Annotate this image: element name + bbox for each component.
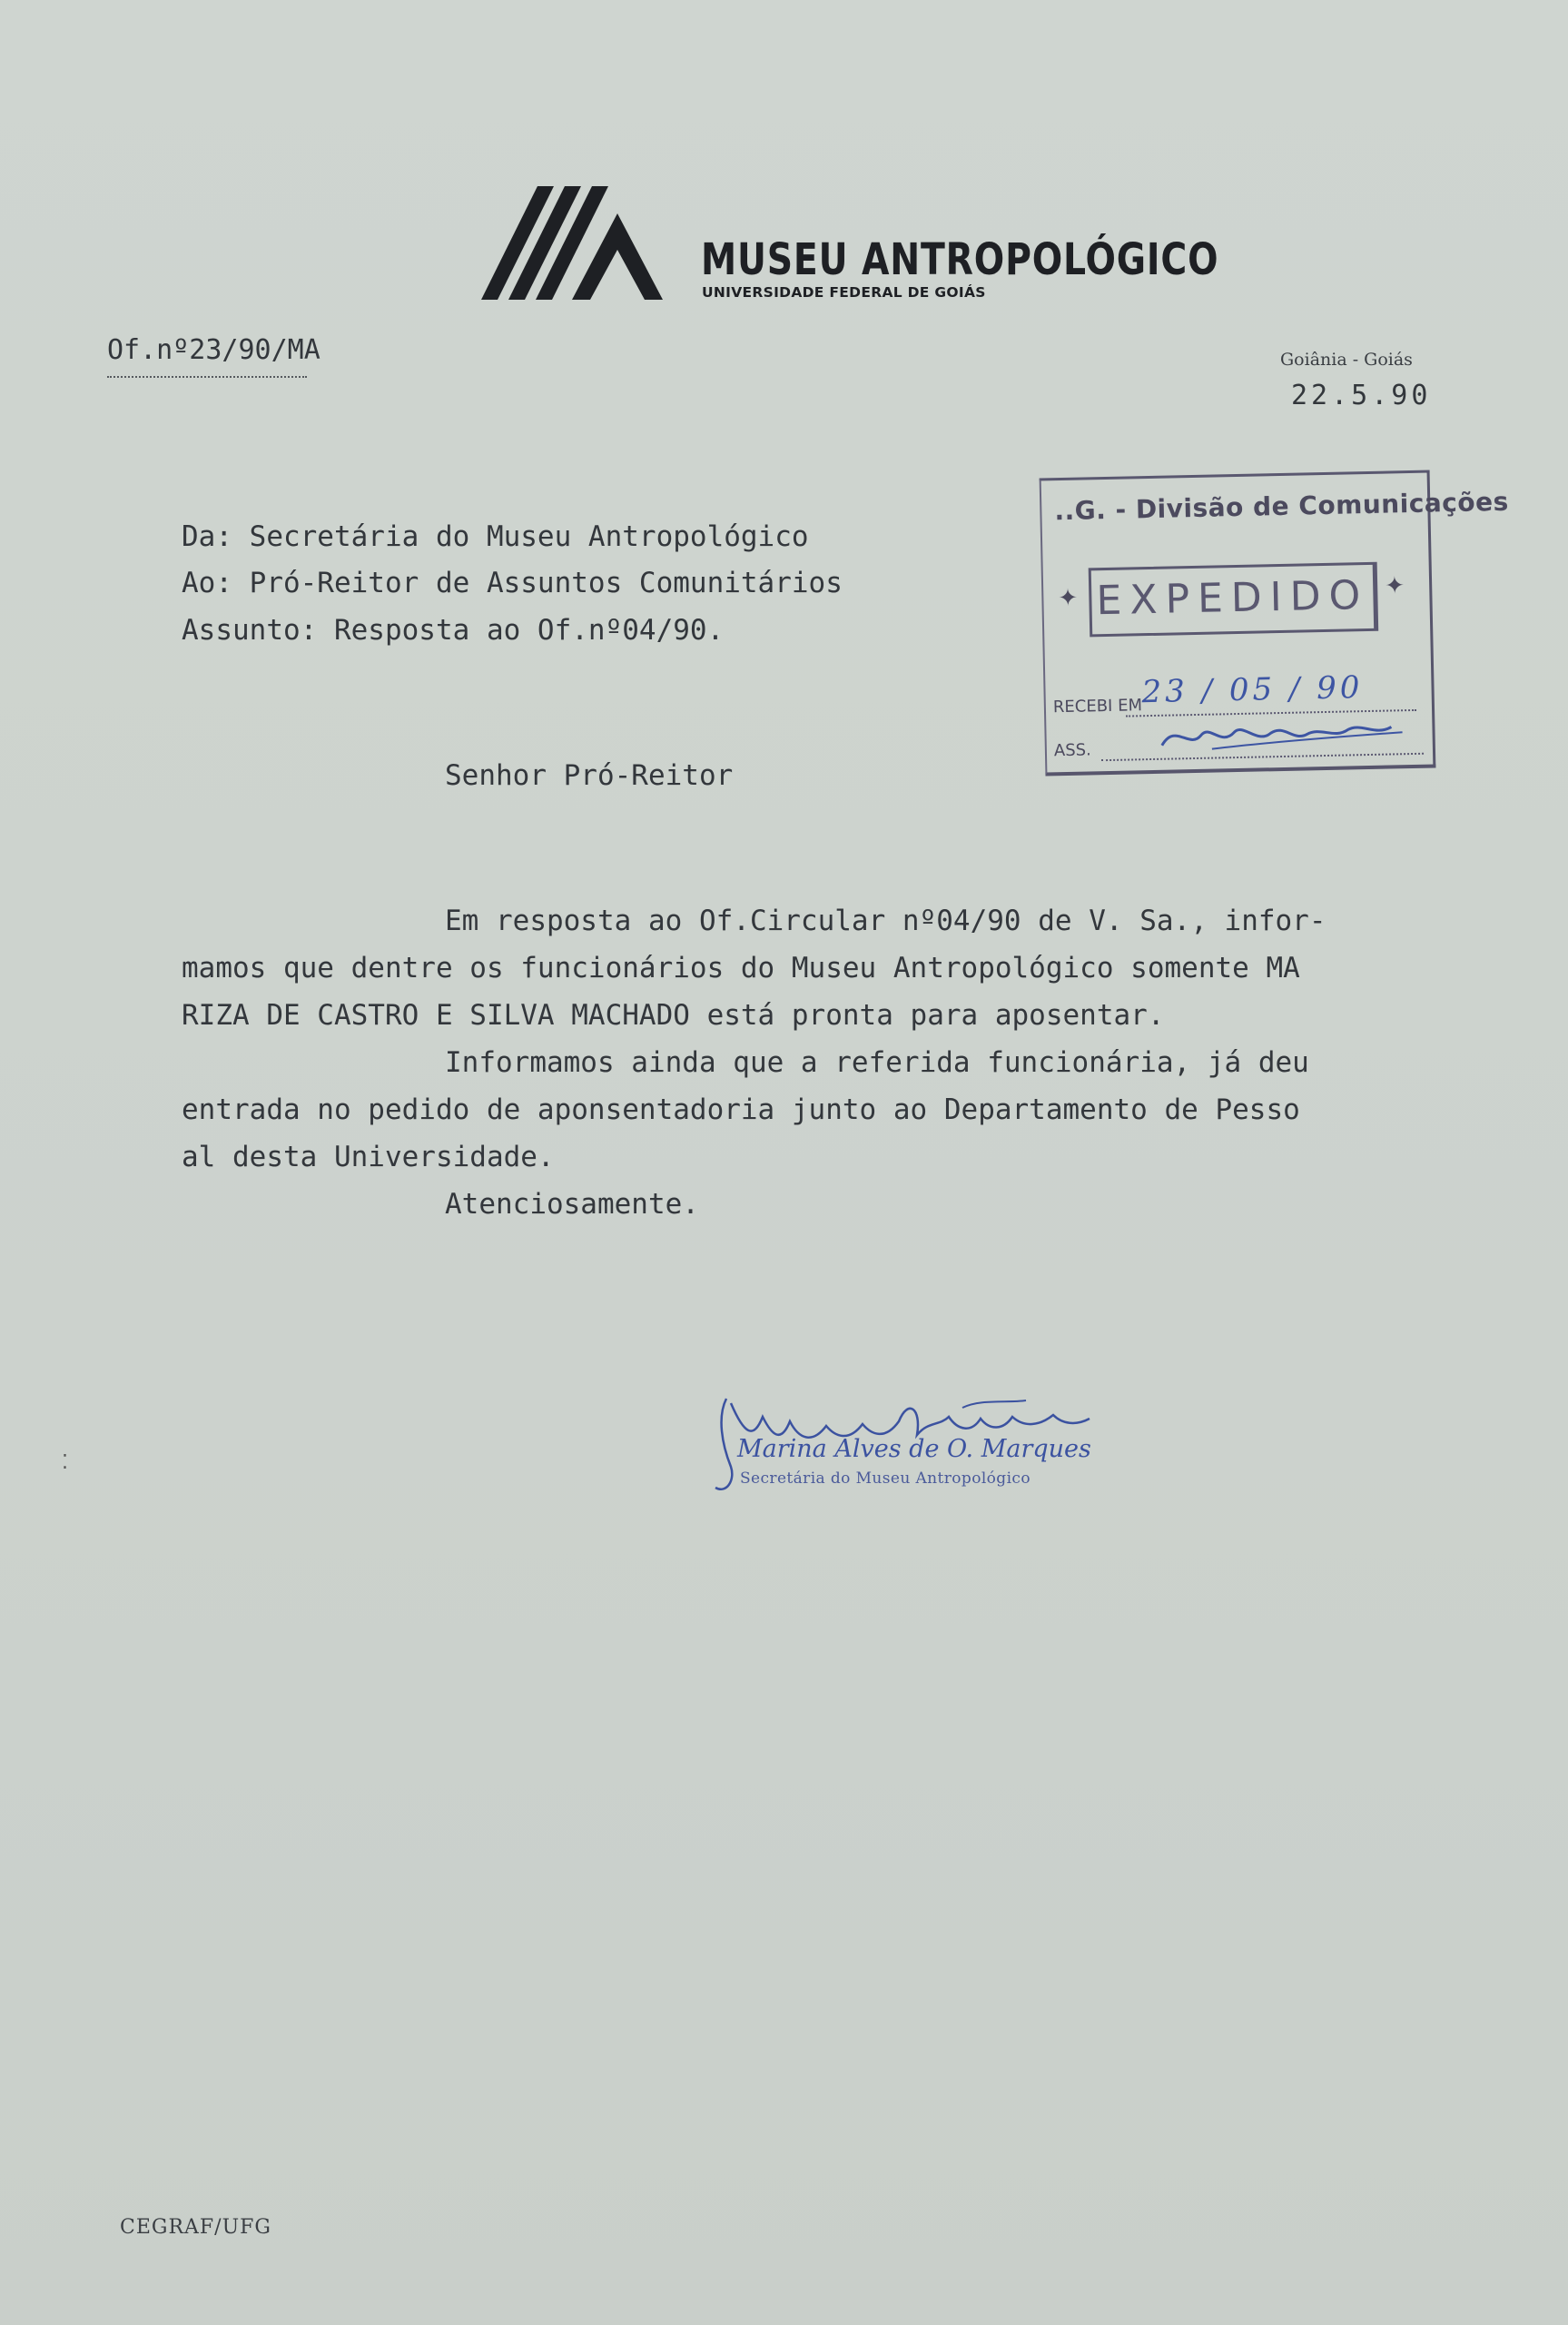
reference-underline <box>107 376 307 378</box>
stamp-received-date: 23 / 05 / 90 <box>1141 669 1364 711</box>
org-subtitle: UNIVERSIDADE FEDERAL DE GOIÁS <box>702 284 986 301</box>
header-to: Ao: Pró-Reitor de Assuntos Comunitários <box>182 567 843 599</box>
body-line-2: mamos que dentre os funcionários do Museu Antropológico somente MA <box>182 952 1300 984</box>
header-subject: Assunto: Resposta ao Of.nº04/90. <box>182 614 725 647</box>
body-line-3: RIZA DE CASTRO E SILVA MACHADO está pronta para aposentar. <box>182 999 1165 1032</box>
header-from: Da: Secretária do Museu Antropológico <box>182 520 809 553</box>
stamp-signature-label: ASS. <box>1053 740 1092 761</box>
footer-imprint: CEGRAF/UFG <box>120 2216 271 2239</box>
body-line-5: entrada no pedido de aponsentadoria junto ao Departamento de Pesso <box>182 1093 1300 1126</box>
stamp-status-box <box>1089 562 1379 638</box>
org-name: MUSEU ANTROPOLÓGICO <box>701 234 1219 285</box>
stamp-status: EXPEDIDO <box>1096 571 1369 625</box>
stamp-signature-scribble <box>1157 708 1412 759</box>
stamp-received-label: RECEBI EM <box>1052 696 1143 717</box>
stamp-star-icon: ✦ <box>1384 572 1405 600</box>
body-line-1: Em resposta ao Of.Circular nº04/90 de V. Sa., infor- <box>445 905 1326 937</box>
paper-speck: ⁚ <box>62 1451 68 1474</box>
stamp-title: ..G. - Divisão de Comunicações <box>1054 486 1510 527</box>
signatory-name: Marina Alves de O. Marques <box>737 1435 1091 1463</box>
received-stamp <box>1040 470 1510 777</box>
salutation: Senhor Pró-Reitor <box>445 759 734 792</box>
body-line-4: Informamos ainda que a referida funcionária, já deu <box>445 1046 1309 1079</box>
signatory-title: Secretária do Museu Antropológico <box>740 1469 1031 1488</box>
body-line-6: al desta Universidade. <box>182 1141 555 1173</box>
stamp-star-icon: ✦ <box>1058 584 1079 613</box>
letter-date: 22.5.90 <box>1291 380 1432 411</box>
location: Goiânia - Goiás <box>1280 350 1413 370</box>
closing: Atenciosamente. <box>445 1188 699 1221</box>
reference-number: Of.nº23/90/MA <box>107 334 321 366</box>
museum-logo <box>481 186 663 300</box>
